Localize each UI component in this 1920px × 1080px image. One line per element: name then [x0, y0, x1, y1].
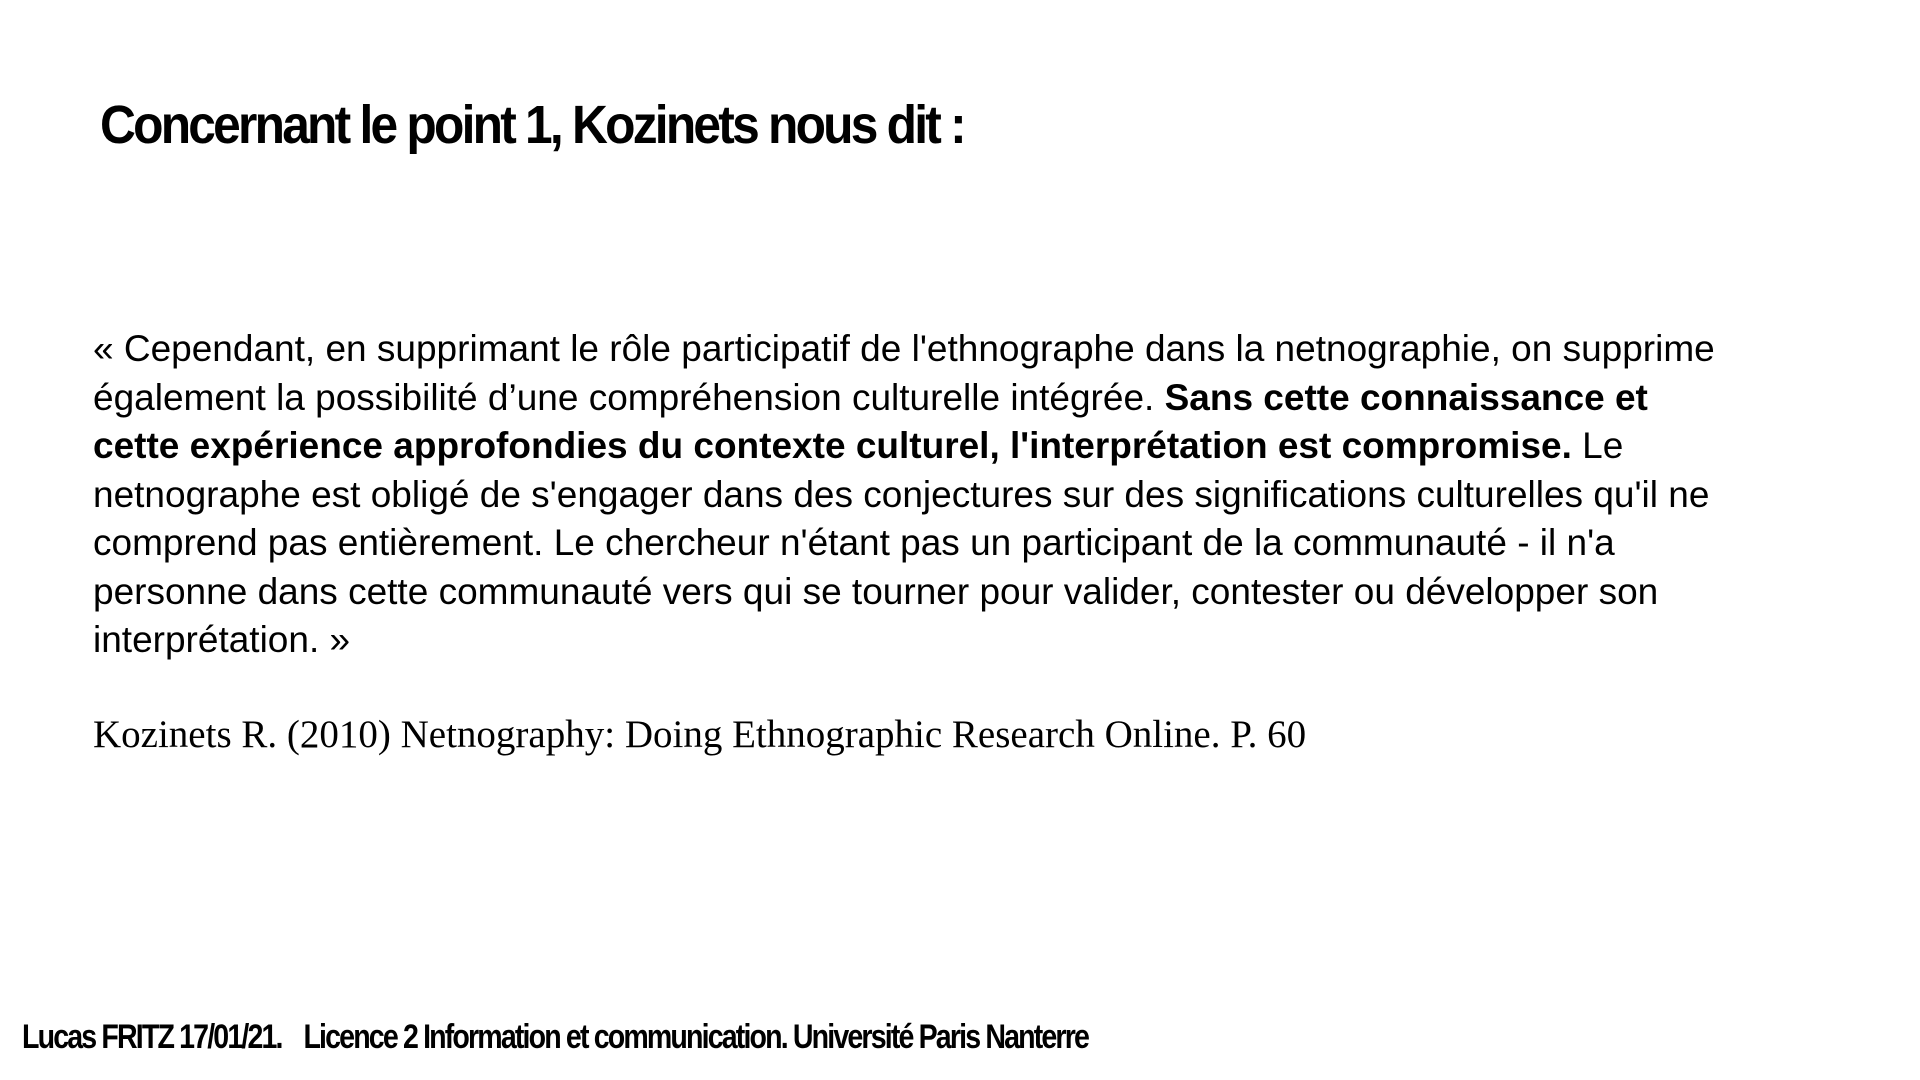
- quote-text: [93, 325, 1743, 665]
- footer: [22, 1016, 1088, 1058]
- quote-part-1: « Cependant, en supprimant le rôle participatif de l'ethnographe dans la netnographie, on supprime également la possibilité d’une compréhension culturelle intégrée.: [93, 328, 1715, 418]
- slide-title: Concernant le point 1, Kozinets nous dit :: [100, 95, 964, 155]
- quote-emphasis: Sans cette connaissance et cette expérience approfondies du contexte culturel, l'interprétation est compromise.: [93, 376, 1648, 466]
- citation: Kozinets R. (2010) Netnography: Doing Ethnographic Research Online. P. 60: [93, 713, 1307, 756]
- footer-author-date: Lucas FRITZ 17/01/21.: [22, 1018, 282, 1056]
- quote-part-2: Le netnographe est obligé de s'engager dans des conjectures sur des significations culturelles qu'il ne comprend pas entièrement. Le chercheur n'étant pas un participant de la communauté - il n'a personne dans cette communauté vers qui se tourner pour valider, contester ou développer son interprétation. »: [93, 425, 1710, 660]
- footer-course: Licence 2 Information et communication. Université Paris Nanterre: [303, 1018, 1088, 1056]
